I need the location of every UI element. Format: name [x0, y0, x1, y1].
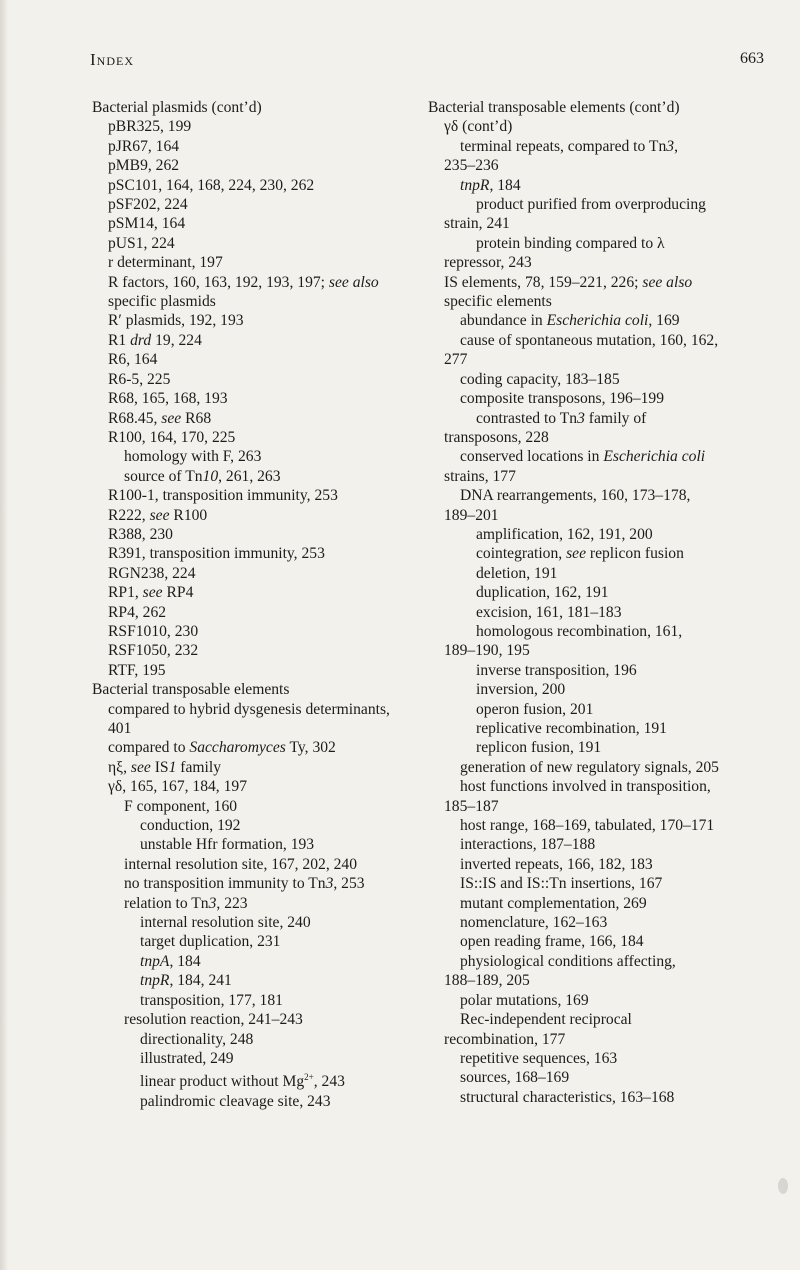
index-entry: terminal repeats, compared to Tn3, — [460, 137, 678, 155]
index-entry: RGN238, 224 — [108, 564, 196, 582]
index-entry: RTF, 195 — [108, 661, 166, 679]
index-entry: R388, 230 — [108, 525, 173, 543]
index-entry: 189–190, 195 — [444, 642, 530, 660]
index-entry: RP1, see RP4 — [108, 584, 194, 602]
page-number: 663 — [740, 50, 764, 67]
index-entry: directionality, 248 — [140, 1030, 254, 1048]
index-entry: no transposition immunity to Tn3, 253 — [124, 875, 365, 893]
index-entry: generation of new regulatory signals, 205 — [460, 758, 719, 776]
index-entry: transposition, 177, 181 — [140, 991, 283, 1009]
index-entry: IS::IS and IS::Tn insertions, 167 — [460, 875, 663, 893]
index-entry: operon fusion, 201 — [476, 700, 594, 718]
index-entry: mutant complementation, 269 — [460, 894, 647, 912]
index-entry: 185–187 — [444, 797, 499, 815]
index-entry: RP4, 262 — [108, 603, 167, 621]
index-entry: structural characteristics, 163–168 — [460, 1088, 675, 1106]
index-entry: inverse transposition, 196 — [476, 661, 637, 679]
index-entry: strain, 241 — [444, 215, 510, 233]
index-entry: RSF1010, 230 — [108, 622, 199, 640]
index-entry: Bacterial transposable elements — [92, 681, 290, 699]
index-entry: internal resolution site, 167, 202, 240 — [124, 855, 358, 873]
index-entry: composite transposons, 196–199 — [460, 390, 665, 408]
index-entry: pJR67, 164 — [108, 137, 180, 155]
index-entry: target duplication, 231 — [140, 933, 281, 951]
index-entry: R68.45, see R68 — [108, 409, 212, 427]
index-entry: 235–236 — [444, 157, 499, 175]
index-entry: R factors, 160, 163, 192, 193, 197; see also — [108, 273, 379, 291]
index-entry: R′ plasmids, 192, 193 — [108, 312, 244, 330]
index-entry: illustrated, 249 — [140, 1049, 234, 1067]
index-entry: IS elements, 78, 159–221, 226; see also — [444, 273, 693, 291]
index-entry: homologous recombination, 161, — [476, 622, 683, 640]
index-entry: interactions, 187–188 — [460, 836, 596, 854]
index-entry: host functions involved in transposition, — [460, 778, 711, 796]
index-entry: R6-5, 225 — [108, 370, 171, 388]
index-entry: transposons, 228 — [444, 428, 549, 446]
index-entry: γδ (cont’d) — [444, 118, 513, 136]
index-entry: host range, 168–169, tabulated, 170–171 — [460, 817, 715, 835]
index-entry: compared to Saccharomyces Ty, 302 — [108, 739, 336, 757]
index-entry: tnpA, 184 — [140, 952, 201, 970]
index-entry: 401 — [108, 720, 132, 737]
index-entry: abundance in Escherichia coli, 169 — [460, 312, 680, 330]
index-entry: polar mutations, 169 — [460, 991, 589, 1009]
running-head: Index — [90, 50, 134, 69]
index-entry: homology with F, 263 — [124, 448, 262, 466]
index-entry: R1 drd 19, 224 — [108, 331, 202, 349]
index-entry: duplication, 162, 191 — [476, 584, 609, 602]
page-header — [80, 50, 764, 74]
index-entry: replicative recombination, 191 — [476, 720, 667, 737]
index-entry: coding capacity, 183–185 — [460, 370, 620, 388]
index-entry: Bacterial plasmids (cont’d) — [92, 99, 262, 116]
index-entry: pUS1, 224 — [108, 234, 175, 252]
index-entry: R391, transposition immunity, 253 — [108, 545, 325, 563]
index-entry: R222, see R100 — [108, 506, 208, 524]
index-entry: 188–189, 205 — [444, 972, 530, 990]
index-entry: 277 — [444, 351, 468, 369]
paper-speck — [778, 1178, 788, 1194]
index-entry: contrasted to Tn3 family of — [476, 409, 647, 427]
index-entry: amplification, 162, 191, 200 — [476, 525, 653, 543]
index-entry: pBR325, 199 — [108, 118, 192, 136]
index-entry: strains, 177 — [444, 467, 516, 485]
index-entry: r determinant, 197 — [108, 254, 223, 272]
index-entry: nomenclature, 162–163 — [460, 914, 608, 932]
index-column-left — [92, 98, 417, 1111]
index-entry: specific plasmids — [108, 293, 216, 311]
index-entry: deletion, 191 — [476, 564, 558, 582]
index-entry: open reading frame, 166, 184 — [460, 933, 644, 951]
index-entry: γδ, 165, 167, 184, 197 — [108, 778, 247, 796]
index-entry: F component, 160 — [124, 797, 238, 815]
index-entry: cointegration, see replicon fusion — [476, 545, 684, 563]
index-entry: Bacterial transposable elements (cont’d) — [428, 99, 680, 116]
index-entry: conduction, 192 — [140, 817, 241, 835]
index-entry: Rec-independent reciprocal — [460, 1011, 632, 1029]
index-entry: pSM14, 164 — [108, 215, 186, 233]
index-entry: R100, 164, 170, 225 — [108, 428, 236, 446]
index-entry: tnpR, 184, 241 — [140, 972, 232, 990]
index-entry: 189–201 — [444, 506, 499, 524]
index-entry: cause of spontaneous mutation, 160, 162, — [460, 331, 719, 349]
index-entry: tnpR, 184 — [460, 176, 521, 194]
index-entry: R6, 164 — [108, 351, 158, 369]
index-entry: specific elements — [444, 293, 552, 311]
index-entry: physiological conditions affecting, — [460, 952, 676, 970]
index-entry: ηξ, see IS1 family — [108, 758, 221, 776]
index-entry: pMB9, 262 — [108, 157, 180, 175]
index-entry: excision, 161, 181–183 — [476, 603, 622, 621]
index-entry: palindromic cleavage site, 243 — [140, 1092, 331, 1110]
index-entry: pSF202, 224 — [108, 196, 188, 214]
index-entry: relation to Tn3, 223 — [124, 894, 248, 912]
index-entry: source of Tn10, 261, 263 — [124, 467, 281, 485]
index-entry: R68, 165, 168, 193 — [108, 390, 228, 408]
index-entry: repressor, 243 — [444, 254, 532, 272]
index-entry: recombination, 177 — [444, 1030, 566, 1048]
index-entry: pSC101, 164, 168, 224, 230, 262 — [108, 176, 315, 194]
index-entry: sources, 168–169 — [460, 1069, 570, 1087]
index-entry: protein binding compared to λ — [476, 234, 665, 252]
index-entry: repetitive sequences, 163 — [460, 1049, 618, 1067]
index-entry: conserved locations in Escherichia coli — [460, 448, 706, 466]
index-entry: resolution reaction, 241–243 — [124, 1011, 303, 1029]
index-entry: linear product without $Mg^{2+}$, 243 — [140, 1072, 345, 1091]
index-entry: DNA rearrangements, 160, 173–178, — [460, 487, 691, 505]
page-edge-shadow — [0, 0, 8, 1270]
index-entry: RSF1050, 232 — [108, 642, 199, 660]
index-entry: inversion, 200 — [476, 681, 566, 699]
index-entry: unstable Hfr formation, 193 — [140, 836, 315, 854]
index-entry: R100-1, transposition immunity, 253 — [108, 487, 338, 505]
index-column-right — [428, 98, 768, 1107]
index-entry: product purified from overproducing — [476, 196, 706, 214]
index-entry: replicon fusion, 191 — [476, 739, 602, 757]
index-entry: internal resolution site, 240 — [140, 914, 311, 932]
index-entry: inverted repeats, 166, 182, 183 — [460, 855, 653, 873]
index-entry: compared to hybrid dysgenesis determinants, — [108, 700, 390, 718]
